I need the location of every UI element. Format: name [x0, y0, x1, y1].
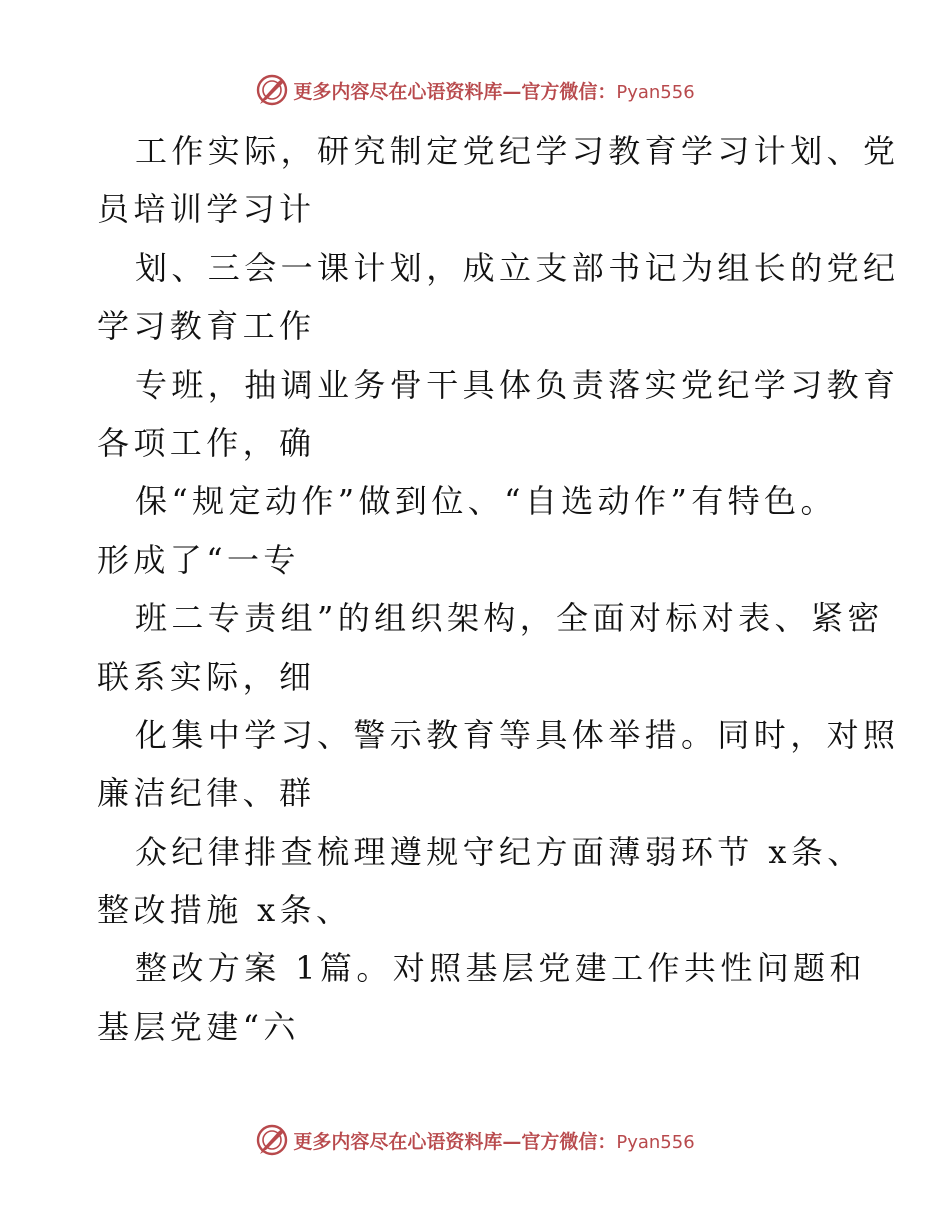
text-line: 班二专责组”的组织架构，全面对标对表、紧密	[135, 599, 884, 638]
text-line: 专班，抽调业务骨干具体负责落实党纪学习教育	[135, 365, 900, 404]
watermark-text: 更多内容尽在心语资料库—官方微信：Pyan556	[293, 1130, 695, 1153]
text-line: 各项工作，确	[97, 423, 316, 462]
text-line: 学习教育工作	[97, 307, 316, 346]
quill-logo-icon	[255, 1123, 289, 1157]
watermark-wechat-id: Pyan556	[616, 81, 695, 103]
text-line: 保“规定动作”做到位、“自选动作”有特色。	[135, 482, 837, 521]
text-line: 划、三会一课计划，成立支部书记为组长的党纪	[135, 248, 900, 287]
text-line: 廉洁纪律、群	[97, 774, 316, 813]
watermark-text: 更多内容尽在心语资料库—官方微信：Pyan556	[293, 80, 695, 103]
text-line: 工作实际，研究制定党纪学习教育学习计划、党	[135, 132, 900, 170]
footer-watermark	[0, 1120, 950, 1160]
text-line: 整改措施 x条、	[97, 891, 353, 930]
text-line: 联系实际，细	[97, 657, 316, 696]
text-line: 基层党建“六	[97, 1007, 300, 1046]
text-line: 形成了“一专	[97, 540, 300, 579]
text-line: 众纪律排查梳理遵规守纪方面薄弱环节 x条、	[135, 832, 864, 871]
text-line: 化集中学习、警示教育等具体举措。同时，对照	[135, 715, 900, 754]
text-line: 整改方案 1篇。对照基层党建工作共性问题和	[135, 949, 866, 988]
quill-logo-icon	[255, 73, 289, 107]
text-line: 员培训学习计	[97, 190, 316, 229]
header-watermark	[0, 70, 950, 110]
watermark-wechat-id: Pyan556	[616, 1131, 695, 1153]
document-body	[97, 122, 900, 1056]
